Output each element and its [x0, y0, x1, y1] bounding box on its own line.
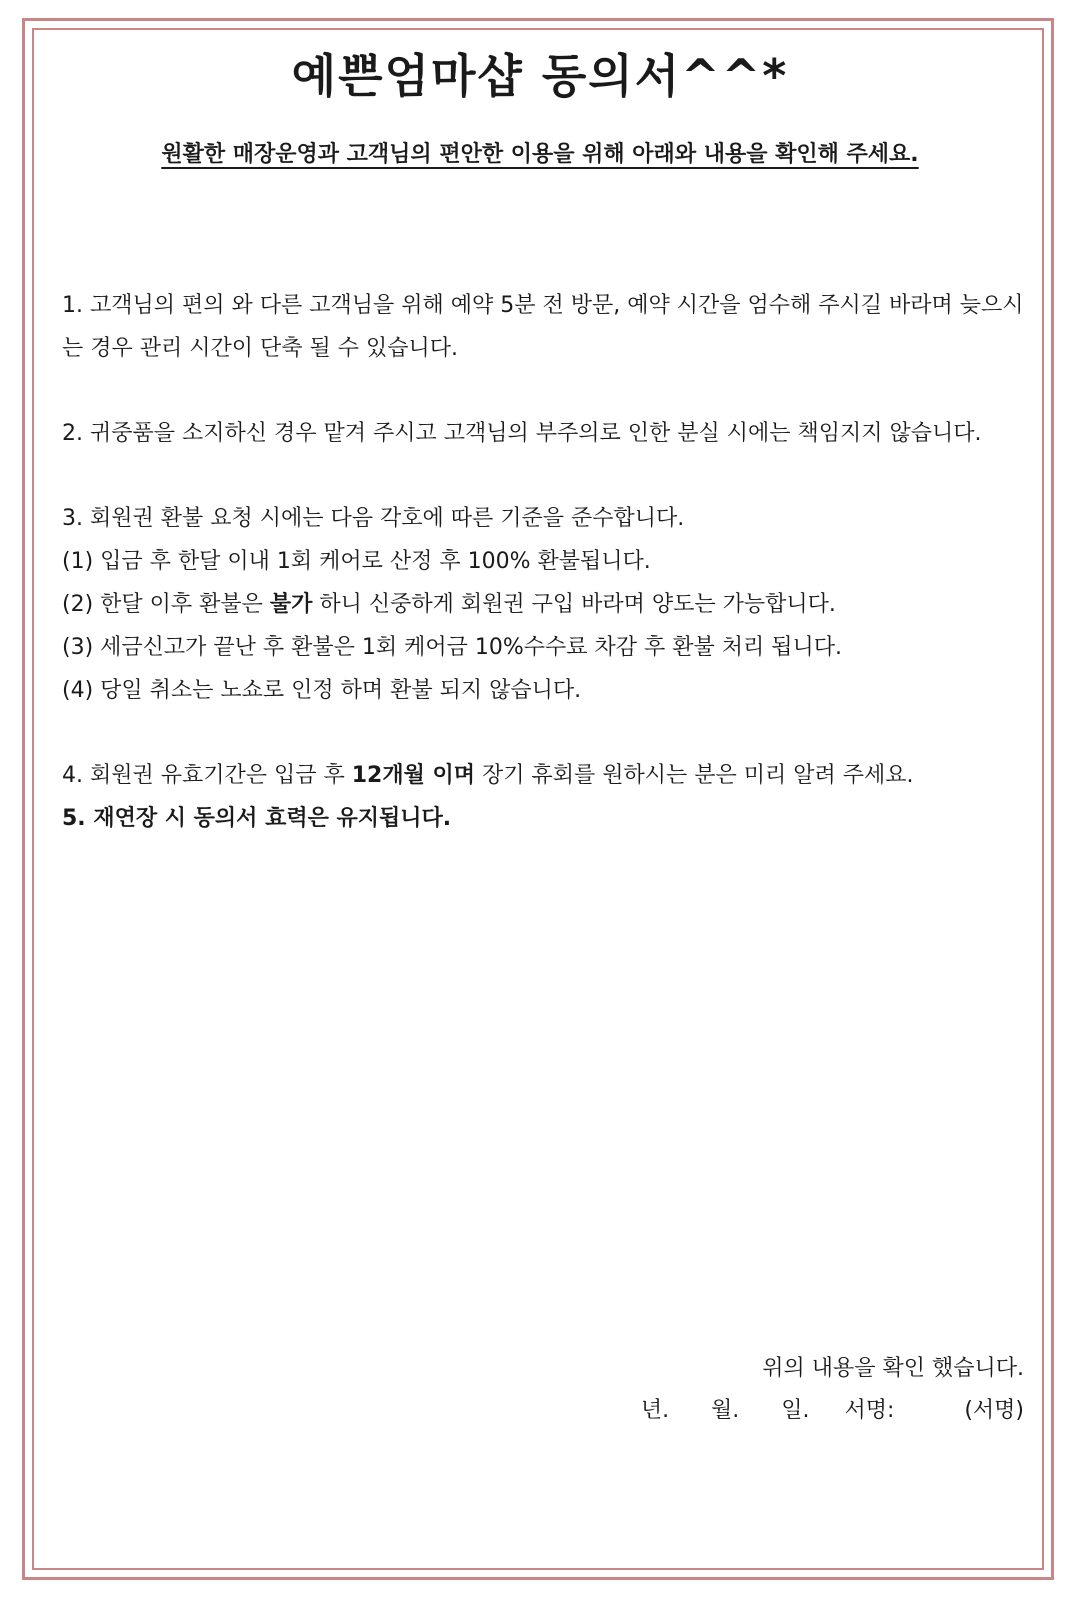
subtitle-text: 원활한 매장운영과 고객님의 편안한 이용을 위해 아래와 내용을 확인해 주세요.	[161, 142, 919, 167]
consent-terms	[62, 284, 1030, 840]
signature-month: 월.	[711, 1398, 740, 1423]
term-3-2-bold: 불가	[269, 592, 313, 617]
signature-year: 년.	[640, 1398, 670, 1423]
term-4	[62, 754, 1030, 797]
term-3-3: (3) 세금신고가 끝난 후 환불은 1회 케어금 10%수수료 차감 후 환불 처리 됩니다.	[62, 635, 843, 660]
signature-label: 서명:	[844, 1398, 895, 1423]
term-4-post: 장기 휴회를 원하시는 분은 미리 알려 주세요.	[475, 763, 914, 788]
signature-day: 일.	[781, 1398, 810, 1423]
term-5: 5. 재연장 시 동의서 효력은 유지됩니다.	[62, 806, 452, 831]
term-3-1: (1) 입금 후 한달 이내 1회 케어로 산정 후 100% 환불됩니다.	[62, 549, 651, 574]
term-3-4: (4) 당일 취소는 노쇼로 인정 하며 환불 되지 않습니다.	[62, 678, 582, 703]
document-subtitle	[0, 140, 1080, 170]
term-3-2-pre: (2) 한달 이후 환불은	[62, 592, 270, 617]
term-3-2-post: 하니 신중하게 회원권 구입 바라며 양도는 가능합니다.	[312, 592, 836, 617]
term-4-bold: 12개월 이며	[351, 763, 476, 788]
document-title: 예쁜엄마샵 동의서^^*	[291, 49, 789, 103]
term-3-2	[62, 583, 1030, 626]
signature-confirm: 위의 내용을 확인 했습니다.	[762, 1356, 1024, 1381]
term-2: 2. 귀중품을 소지하신 경우 맡겨 주시고 고객님의 부주의로 인한 분실 시에는 책임지지 않습니다.	[62, 421, 982, 446]
term-1: 1. 고객님의 편의 와 다른 고객님을 위해 예약 5분 전 방문, 예약 시간을 엄수해 주시길 바라며 늦으시는 경우 관리 시간이 단축 될 수 있습니다.	[62, 293, 1024, 361]
signature-placeholder: (서명)	[964, 1398, 1024, 1423]
term-4-pre: 4. 회원권 유효기간은 입금 후	[62, 763, 352, 788]
signature-line	[641, 1394, 1024, 1428]
term-3: 3. 회원권 환불 요청 시에는 다음 각호에 따른 기준을 준수합니다.	[62, 506, 685, 531]
